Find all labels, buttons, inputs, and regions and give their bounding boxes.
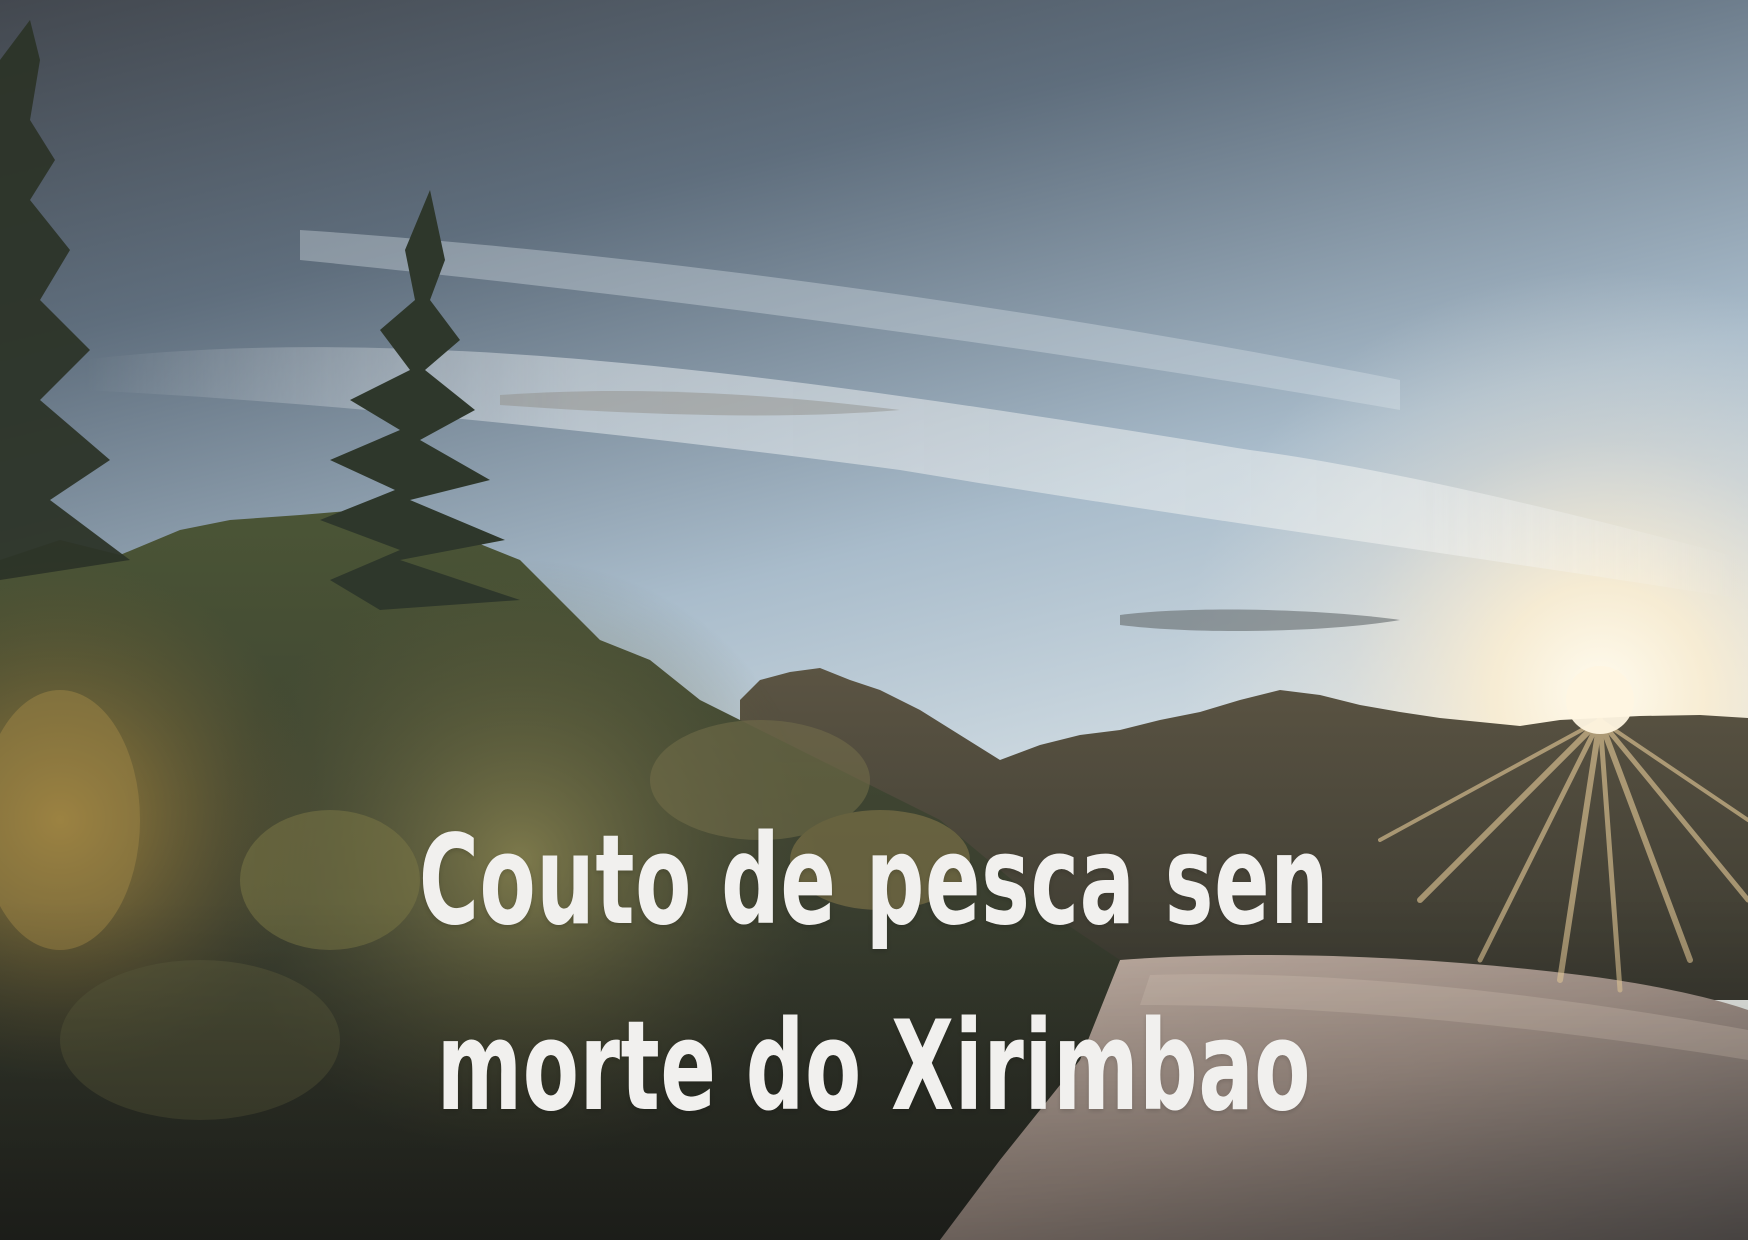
poster-title (297, 788, 1451, 1160)
title-line-1: Couto de pesca sen (418, 809, 1330, 953)
title-line-2: morte do Xirimbao (436, 995, 1312, 1139)
sun (1566, 666, 1634, 734)
